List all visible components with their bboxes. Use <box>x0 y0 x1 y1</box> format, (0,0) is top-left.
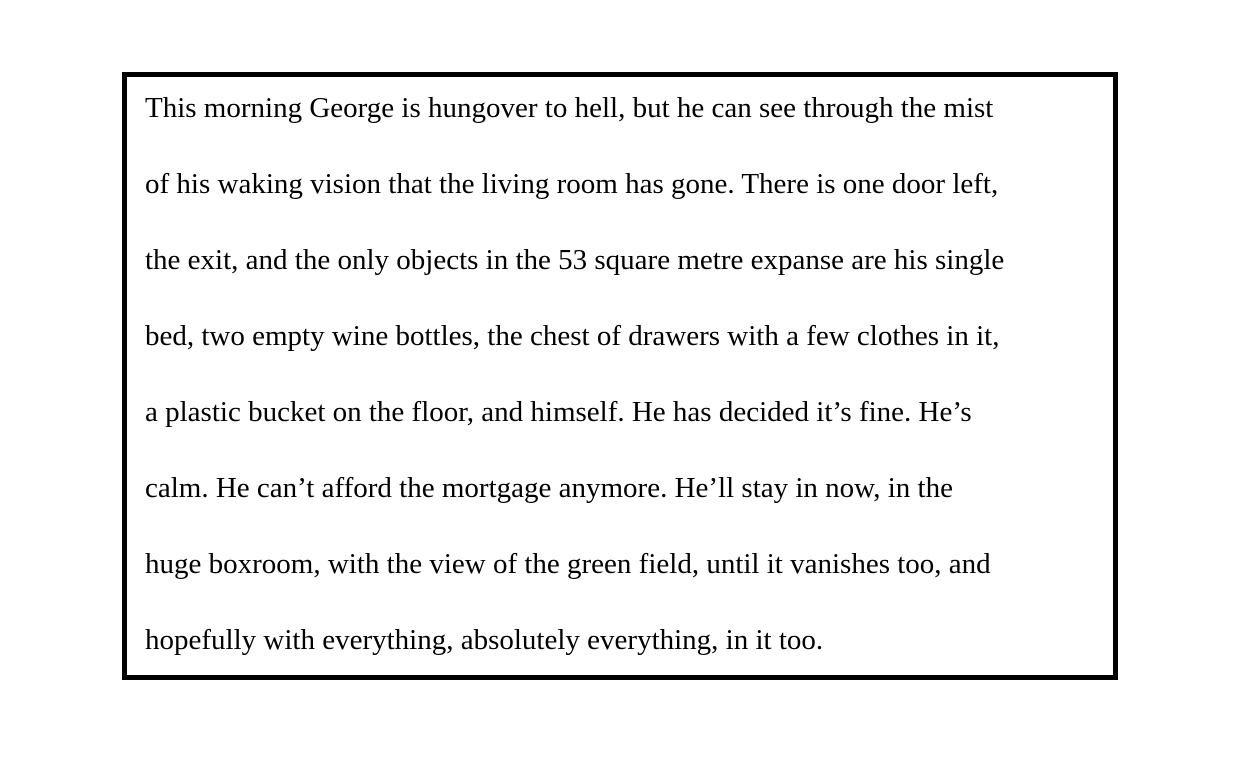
passage-line: the exit, and the only objects in the 53 square metre expanse are his single <box>145 244 1005 276</box>
passage-line: bed, two empty wine bottles, the chest of drawers with a few clothes in it, <box>145 320 1000 352</box>
text-frame <box>122 72 1118 680</box>
passage-line: a plastic bucket on the floor, and himself. He has decided it’s fine. He’s <box>145 396 972 428</box>
passage-line: hopefully with everything, absolutely everything, in it too. <box>145 624 824 656</box>
passage-line: of his waking vision that the living room has gone. There is one door left, <box>145 168 999 200</box>
passage-line: huge boxroom, with the view of the green field, until it vanishes too, and <box>145 548 991 580</box>
passage-line: This morning George is hungover to hell, but he can see through the mist <box>145 92 994 124</box>
passage-line: calm. He can’t afford the mortgage anymore. He’ll stay in now, in the <box>145 472 953 504</box>
